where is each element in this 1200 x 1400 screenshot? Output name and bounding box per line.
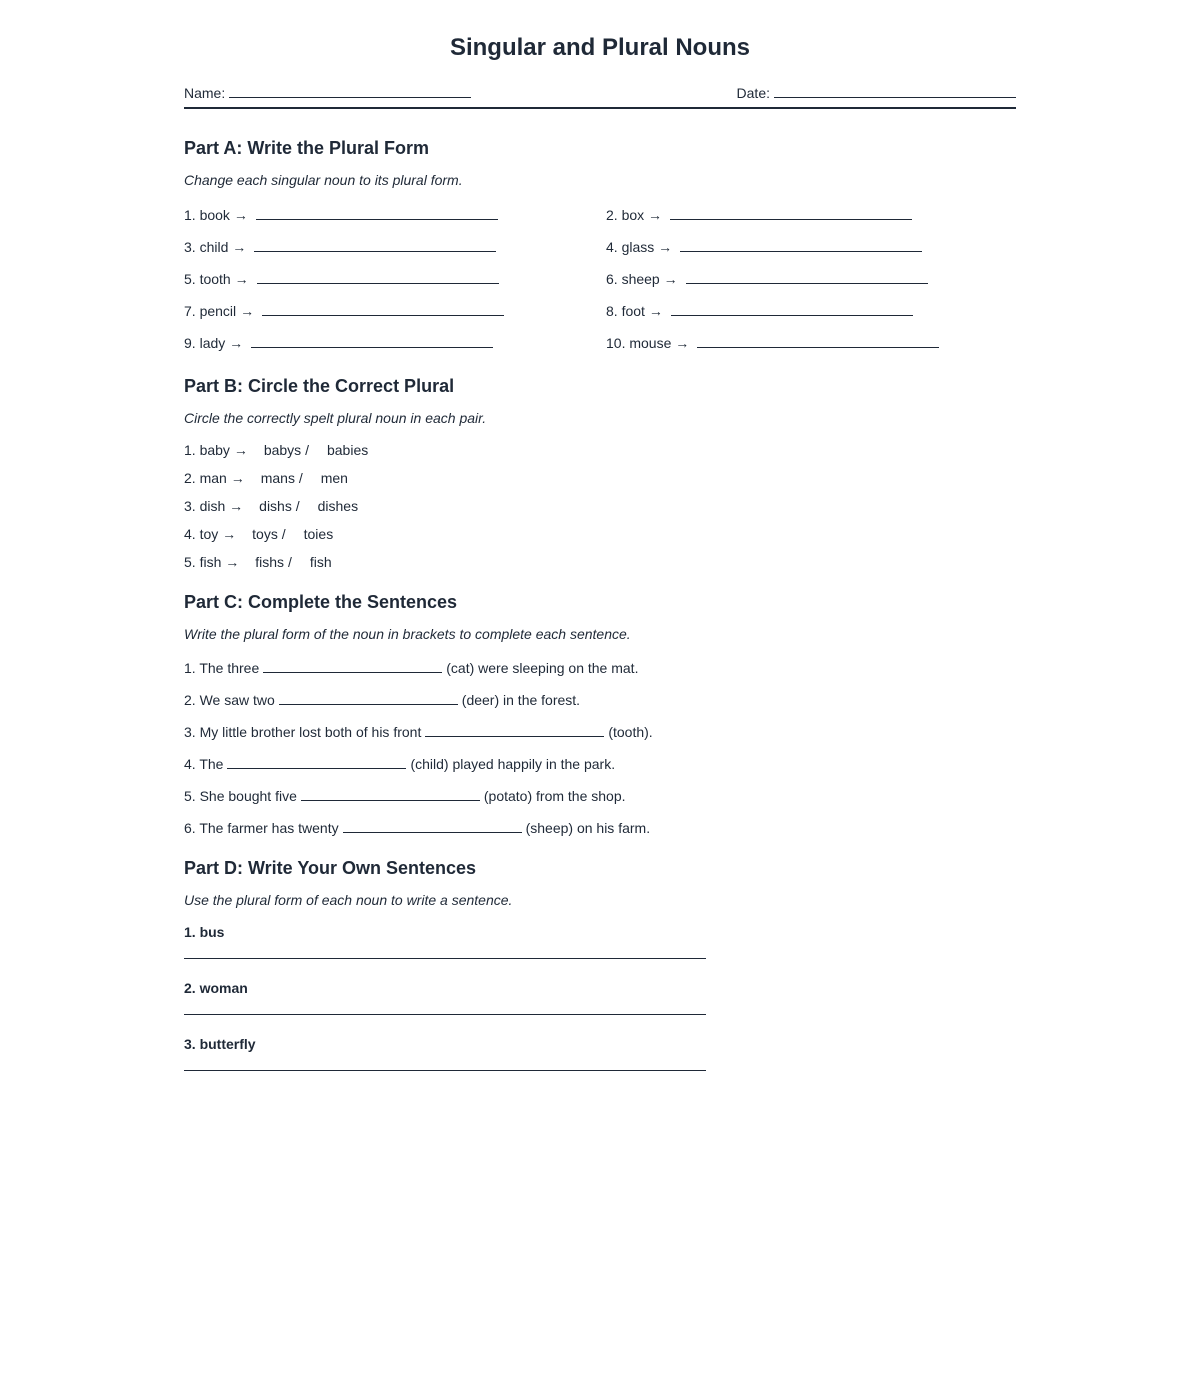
part-c-list — [184, 657, 1016, 835]
item-number: 3. — [184, 498, 196, 514]
item-word: toy — [199, 526, 219, 542]
sentence-end: (tooth). — [608, 724, 653, 740]
option-one[interactable]: fishs — [255, 554, 285, 570]
part-d-title: Part D: Write Your Own Sentences — [184, 858, 477, 878]
item-number: 6. — [606, 271, 618, 287]
part-c-item — [184, 817, 1016, 835]
option-separator: / — [298, 470, 303, 486]
answer-blank[interactable] — [251, 331, 493, 348]
answer-blank[interactable] — [263, 657, 442, 673]
part-a-item — [184, 203, 606, 221]
part-b-item — [184, 469, 1016, 487]
item-word: book — [199, 207, 230, 223]
option-one[interactable]: mans — [260, 470, 295, 486]
name-label: Name: — [184, 85, 226, 101]
option-one[interactable]: babys — [263, 442, 302, 458]
arrow-icon: → — [234, 271, 249, 287]
item-number: 2. — [184, 470, 196, 486]
arrow-icon: → — [233, 207, 248, 223]
item-word: sheep — [621, 271, 660, 287]
name-field[interactable] — [184, 81, 471, 107]
item-number: 3. — [184, 239, 196, 255]
sentence-start: 4. The — [184, 756, 224, 772]
worksheet-page — [184, 0, 1016, 1071]
item-number: 10. — [606, 335, 626, 351]
arrow-icon: → — [229, 498, 244, 514]
answer-blank[interactable] — [257, 267, 499, 284]
part-d-item — [184, 923, 1016, 959]
part-c-item — [184, 721, 1016, 739]
sentence-start: 1. The three — [184, 660, 260, 676]
part-c-item — [184, 753, 1016, 771]
noun-label: 3. butterfly — [184, 1036, 256, 1052]
part-a-section — [184, 137, 1016, 349]
option-two[interactable]: fish — [309, 554, 332, 570]
option-one[interactable]: dishs — [259, 498, 292, 514]
sentence-start: 3. My little brother lost both of his front — [184, 724, 422, 740]
part-a-item — [184, 267, 606, 285]
item-number: 8. — [606, 303, 618, 319]
option-two[interactable]: dishes — [317, 498, 359, 514]
part-a-instructions: Change each singular noun to its plural form. — [184, 172, 463, 188]
sentence-end: (cat) were sleeping on the mat. — [446, 660, 639, 676]
part-b-item — [184, 525, 1016, 543]
arrow-icon: → — [648, 207, 663, 223]
sentence-start: 5. She bought five — [184, 788, 297, 804]
option-two[interactable]: toies — [303, 526, 334, 542]
sentence-answer-line[interactable] — [184, 958, 706, 959]
item-number: 1. — [184, 207, 196, 223]
option-separator: / — [295, 498, 300, 514]
part-b-item — [184, 441, 1016, 459]
arrow-icon: → — [222, 526, 237, 542]
answer-blank[interactable] — [262, 299, 504, 316]
part-a-item — [606, 235, 1016, 253]
arrow-icon: → — [229, 335, 244, 351]
part-d-item — [184, 979, 1016, 1015]
item-word: fish — [199, 554, 222, 570]
item-number: 1. — [184, 442, 196, 458]
answer-blank[interactable] — [256, 203, 498, 220]
item-word: box — [621, 207, 645, 223]
part-a-item — [184, 299, 606, 317]
item-number: 7. — [184, 303, 196, 319]
arrow-icon: → — [648, 303, 663, 319]
part-c-section — [184, 591, 1016, 835]
item-number: 4. — [606, 239, 618, 255]
item-word: lady — [199, 335, 226, 351]
date-label: Date: — [736, 85, 770, 101]
part-b-item — [184, 553, 1016, 571]
item-number: 4. — [184, 526, 196, 542]
arrow-icon: → — [240, 303, 255, 319]
item-word: foot — [621, 303, 645, 319]
arrow-icon: → — [232, 239, 247, 255]
part-c-instructions: Write the plural form of the noun in brackets to complete each sentence. — [184, 626, 631, 642]
item-word: pencil — [199, 303, 237, 319]
part-c-title: Part C: Complete the Sentences — [184, 592, 458, 612]
answer-blank[interactable] — [279, 689, 458, 705]
answer-blank[interactable] — [301, 785, 480, 801]
item-word: mouse — [629, 335, 672, 351]
answer-blank[interactable] — [671, 299, 913, 316]
arrow-icon: → — [658, 239, 673, 255]
answer-blank[interactable] — [670, 203, 912, 220]
part-a-item — [606, 203, 1016, 221]
header-row — [184, 81, 1016, 109]
item-word: man — [199, 470, 227, 486]
part-a-grid — [184, 203, 1016, 349]
arrow-icon: → — [230, 470, 245, 486]
item-word: child — [199, 239, 229, 255]
part-c-item — [184, 785, 1016, 803]
page-title: Singular and Plural Nouns — [449, 34, 751, 61]
part-b-item — [184, 497, 1016, 515]
part-a-item — [606, 331, 1016, 349]
sentence-answer-line[interactable] — [184, 1014, 706, 1015]
item-word: tooth — [199, 271, 231, 287]
answer-blank[interactable] — [686, 267, 928, 284]
option-two[interactable]: babies — [326, 442, 369, 458]
item-word: baby — [199, 442, 230, 458]
item-word: glass — [621, 239, 655, 255]
answer-blank[interactable] — [425, 721, 604, 737]
part-b-section — [184, 375, 1016, 571]
arrow-icon: → — [675, 335, 690, 351]
answer-blank[interactable] — [680, 235, 922, 252]
noun-label: 1. bus — [184, 924, 225, 940]
part-a-item — [184, 331, 606, 349]
sentence-end: (deer) in the forest. — [461, 692, 581, 708]
sentence-start: 6. The farmer has twenty — [184, 820, 339, 836]
part-a-item — [184, 235, 606, 253]
answer-blank[interactable] — [254, 235, 496, 252]
option-separator: / — [305, 442, 309, 458]
item-number: 5. — [184, 554, 196, 570]
part-a-item — [606, 299, 1016, 317]
part-b-instructions: Circle the correctly spelt plural noun in each pair. — [184, 410, 487, 426]
part-c-item — [184, 657, 1016, 675]
part-b-list — [184, 441, 1016, 571]
part-a-title: Part A: Write the Plural Form — [184, 138, 430, 158]
part-d-instructions: Use the plural form of each noun to write a sentence. — [184, 892, 513, 908]
answer-blank[interactable] — [343, 817, 522, 833]
date-field[interactable] — [737, 81, 1016, 107]
sentence-end: (child) played happily in the park. — [410, 756, 616, 772]
option-two[interactable]: men — [320, 470, 348, 486]
item-word: dish — [199, 498, 226, 514]
arrow-icon: → — [663, 271, 678, 287]
arrow-icon: → — [233, 442, 248, 458]
answer-blank[interactable] — [697, 331, 939, 348]
sentence-end: (sheep) on his farm. — [525, 820, 651, 836]
arrow-icon: → — [225, 554, 240, 570]
answer-blank[interactable] — [227, 753, 406, 769]
item-number: 2. — [606, 207, 618, 223]
sentence-end: (potato) from the shop. — [483, 788, 626, 804]
date-blank[interactable] — [774, 81, 1016, 98]
sentence-start: 2. We saw two — [184, 692, 275, 708]
sentence-answer-line[interactable] — [184, 1070, 706, 1071]
part-c-item — [184, 689, 1016, 707]
name-blank[interactable] — [229, 81, 471, 98]
option-separator: / — [287, 554, 292, 570]
item-number: 5. — [184, 271, 196, 287]
part-b-title: Part B: Circle the Correct Plural — [184, 376, 455, 396]
part-a-item — [606, 267, 1016, 285]
option-separator: / — [281, 526, 286, 542]
part-d-item — [184, 1035, 1016, 1071]
item-number: 9. — [184, 335, 196, 351]
option-one[interactable]: toys — [252, 526, 278, 542]
part-d-section — [184, 857, 1016, 1071]
noun-label: 2. woman — [184, 980, 248, 996]
